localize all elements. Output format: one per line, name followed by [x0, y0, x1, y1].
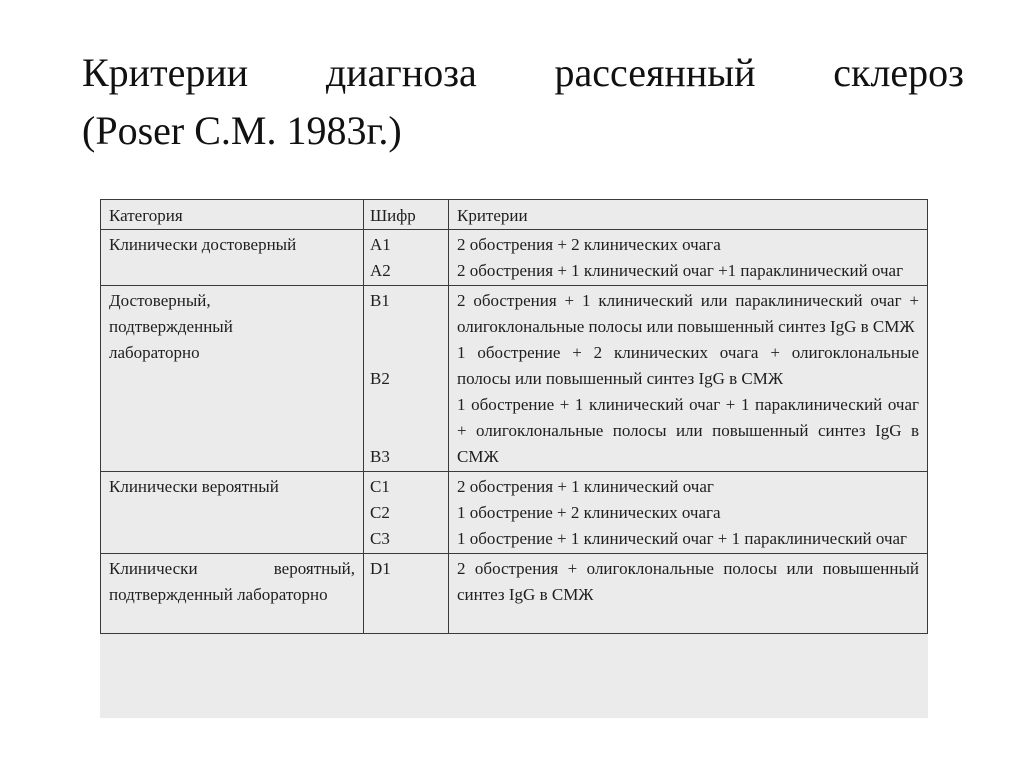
code-label: A1 — [370, 235, 391, 254]
criteria-cell — [449, 472, 928, 554]
table-row — [101, 554, 928, 634]
table-row — [101, 472, 928, 554]
category-label: Клинически вероятный, подтвержденный лабораторно — [109, 559, 355, 604]
header-criteria: Критерии — [449, 200, 928, 230]
code-label: D1 — [370, 559, 391, 578]
code-label: A2 — [370, 261, 391, 280]
code-cell — [364, 554, 449, 634]
code-label: B3 — [370, 447, 390, 466]
slide-title — [82, 44, 964, 160]
title-line-1 — [82, 44, 964, 102]
criteria-cell — [449, 554, 928, 634]
criteria-text: 2 обострения + 1 клинический очаг +1 параклинический очаг — [457, 261, 904, 280]
criteria-text: 2 обострения + 2 клинических очага — [457, 235, 721, 254]
criteria-text: 1 обострение + 2 клинических очага + олигоклональные полосы или повышенный синтез IgG в СМЖ — [457, 343, 919, 388]
title-word: диагноза — [325, 50, 477, 95]
criteria-cell — [449, 230, 928, 286]
title-line-2: (Poser C.M. 1983г.) — [82, 108, 402, 153]
code-label: C3 — [370, 529, 390, 548]
code-label: C2 — [370, 503, 390, 522]
title-word: склероз — [833, 50, 964, 95]
code-cell — [364, 472, 449, 554]
code-cell — [364, 230, 449, 286]
code-label: C1 — [370, 477, 390, 496]
criteria-text: 1 обострение + 1 клинический очаг + 1 параклинический очаг — [457, 529, 908, 548]
category-label: Достоверный, подтвержденный лабораторно — [109, 291, 233, 362]
category-cell — [101, 554, 364, 634]
criteria-text: 1 обострение + 1 клинический очаг + 1 параклинический очаг + олигоклональные полосы или повышенный синтез IgG в СМЖ — [457, 395, 919, 466]
category-cell — [101, 472, 364, 554]
criteria-text: 2 обострения + 1 клинический или параклинический очаг + олигоклональные полосы или повышенный синтез IgG в СМЖ — [457, 291, 919, 336]
category-label: Клинически вероятный — [109, 477, 279, 496]
criteria-cell — [449, 286, 928, 472]
code-label: B1 — [370, 291, 390, 310]
table-header-row — [101, 200, 928, 230]
header-category: Категория — [101, 200, 364, 230]
table-row — [101, 230, 928, 286]
table-row — [101, 286, 928, 472]
criteria-text: 2 обострения + олигоклональные полосы или повышенный синтез IgG в СМЖ — [457, 559, 919, 604]
title-word: Критерии — [82, 50, 249, 95]
code-cell — [364, 286, 449, 472]
code-label: B2 — [370, 369, 390, 388]
category-cell — [101, 230, 364, 286]
criteria-text: 1 обострение + 2 клинических очага — [457, 503, 721, 522]
title-word: рассеянный — [554, 50, 756, 95]
header-code: Шифр — [364, 200, 449, 230]
criteria-table-image — [100, 199, 928, 718]
criteria-text: 2 обострения + 1 клинический очаг — [457, 477, 714, 496]
category-label: Клинически достоверный — [109, 235, 297, 254]
criteria-table — [100, 199, 928, 634]
category-cell — [101, 286, 364, 472]
